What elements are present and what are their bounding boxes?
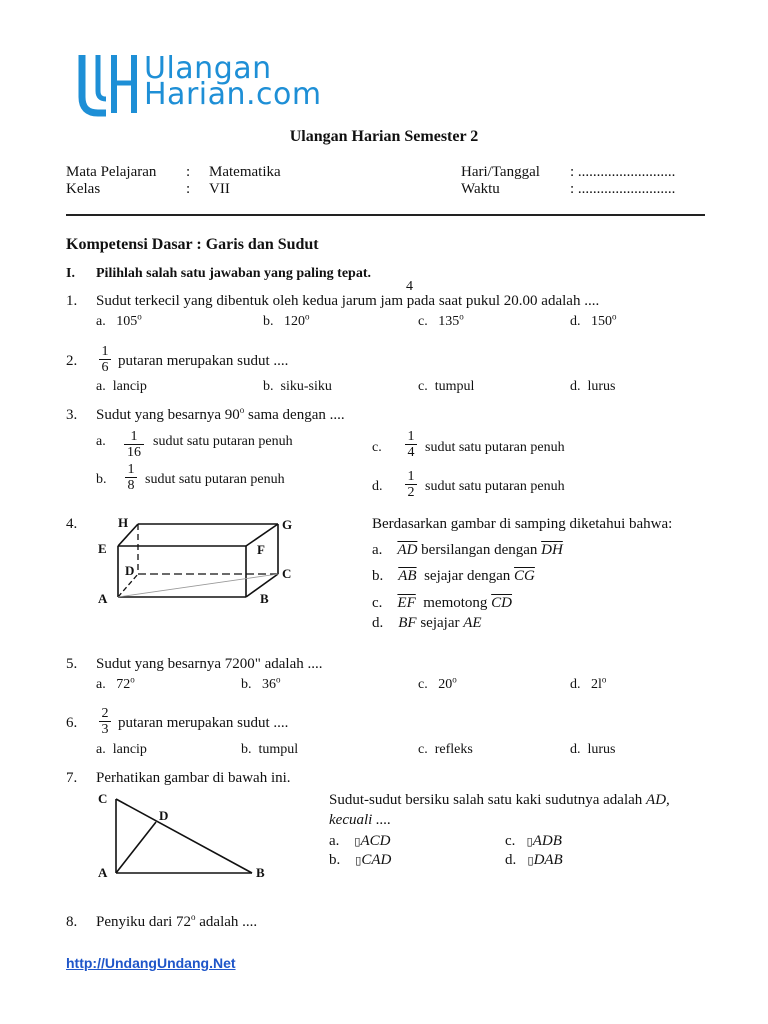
vertex-f: F — [257, 542, 265, 557]
q5-option-d: d. $2l^o$ — [570, 674, 607, 692]
day-label: Hari/Tanggal — [461, 164, 540, 180]
vertex-b: B — [260, 591, 269, 606]
q1-text: Sudut terkecil yang dibentuk oleh kedua jarum jam pada saat pukul 20.00 adalah .... — [96, 293, 600, 309]
q1-option-c: c. 135$^o$ — [418, 311, 464, 329]
header-divider — [66, 214, 705, 216]
subject-value: Matematika — [209, 164, 281, 180]
q4-option-b: b. $\overline{AB}$ sejajar dengan $\overline{CG}$ — [372, 568, 535, 584]
q6-option-d: d. lurus — [570, 742, 616, 757]
q5-option-c: c. 20$^o$ — [418, 674, 457, 692]
section-number: I. — [66, 266, 75, 281]
q1-number: 1. — [66, 293, 78, 309]
q4-option-a: a. $\overline{AD}$ bersilangan dengan $\overline{DH}$ — [372, 542, 563, 558]
q3-option-c-fraction: $\frac{1}{4}$ — [405, 430, 417, 460]
q5-option-b: b. 36$^o$ — [241, 674, 281, 692]
tri-vertex-b: B — [256, 865, 265, 880]
q7-text: Perhatikan gambar di bawah ini. — [96, 770, 291, 786]
q2-number: 2. — [66, 353, 78, 369]
q7-option-a: a. ▯ACD — [329, 833, 391, 849]
ulangan-harian-logo — [78, 51, 144, 119]
q2-text: putaran merupakan sudut .... — [118, 353, 289, 369]
time-value: : .......................... — [570, 181, 676, 197]
q3-number: 3. — [66, 407, 78, 423]
q8-number: 8. — [66, 914, 78, 930]
subject-label: Mata Pelajaran — [66, 164, 157, 180]
vertex-h: H — [118, 515, 129, 530]
q3-option-a-label: a. — [96, 434, 106, 449]
q6-option-c: c. refleks — [418, 742, 473, 757]
class-value: VII — [209, 181, 230, 197]
day-value: : .......................... — [570, 164, 676, 180]
q3-option-d-fraction: $\frac{1}{2}$ — [405, 470, 417, 500]
q1-option-d: d. 150$^o$ — [570, 311, 617, 329]
q7-option-b: b. ▯CAD — [329, 852, 392, 868]
q2-option-c: c. tumpul — [418, 379, 475, 394]
q1-option-a: a. 105$^o$ — [96, 311, 142, 329]
q3-option-d-text: sudut satu putaran penuh — [425, 479, 565, 494]
subject-colon: : — [186, 164, 191, 180]
q1-option-b: b. 120$^o$ — [263, 311, 310, 329]
q2-fraction: $\frac{1}{6}$ — [99, 345, 111, 375]
q6-fraction: $\frac{2}{3}$ — [99, 707, 111, 737]
q3-option-c-label: c. — [372, 440, 382, 455]
tri-vertex-c: C — [98, 791, 108, 806]
vertex-a: A — [98, 591, 108, 606]
tri-vertex-d: D — [159, 808, 169, 823]
q2-option-a: a. lancip — [96, 379, 147, 394]
time-label: Waktu — [461, 181, 500, 197]
q3-option-c-text: sudut satu putaran penuh — [425, 440, 565, 455]
vertex-c: C — [282, 566, 292, 581]
q5-text: Sudut yang besarnya 7200" adalah .... — [96, 656, 323, 672]
class-label: Kelas — [66, 181, 101, 197]
q3-text: Sudut yang besarnya 90$^o$ sama dengan .... — [96, 405, 345, 423]
q6-option-b: b. tumpul — [241, 742, 299, 757]
vertex-g: G — [282, 517, 293, 532]
q4-option-c: c. $\overline{EF}$ memotong $\overline{CD}$ — [372, 595, 513, 611]
vertex-d: D — [125, 563, 135, 578]
q8-text: Penyiku dari 72$^o$ adalah .... — [96, 912, 258, 930]
footer-link[interactable]: http://UndangUndang.Net — [66, 955, 236, 971]
triangle-figure — [92, 788, 277, 886]
q2-option-d: d. lurus — [570, 379, 616, 394]
section-instruction: Pilihlah salah satu jawaban yang paling tepat. — [96, 266, 372, 281]
q4-number: 4. — [66, 516, 78, 532]
stray-digit: 4 — [406, 279, 413, 294]
q7-kecuali: kecuali .... — [329, 812, 392, 828]
q3-option-d-label: d. — [372, 479, 383, 494]
q7-description: Sudut-sudut bersiku salah satu kaki sudutnya adalah AD, — [329, 792, 670, 808]
q6-text: putaran merupakan sudut .... — [118, 715, 289, 731]
q5-number: 5. — [66, 656, 78, 672]
q3-option-b-fraction: $\frac{1}{8}$ — [125, 463, 137, 493]
q3-option-a-text: sudut satu putaran penuh — [153, 434, 293, 449]
cuboid-figure — [92, 512, 302, 612]
q7-option-d: d. ▯DAB — [505, 852, 563, 868]
tri-vertex-a: A — [98, 865, 108, 880]
competency-heading: Kompetensi Dasar : Garis dan Sudut — [66, 236, 319, 253]
logo-line-1: Ulangan — [144, 51, 272, 86]
q3-option-a-fraction: $\frac{1}{16}$ — [124, 430, 144, 460]
q7-option-c: c. ▯ADB — [505, 833, 562, 849]
vertex-e: E — [98, 541, 107, 556]
q4-option-d: d. BF sejajar AE — [372, 615, 482, 631]
q5-option-a: a. 72$^o$ — [96, 674, 135, 692]
class-colon: : — [186, 181, 191, 197]
q6-number: 6. — [66, 715, 78, 731]
q3-option-b-text: sudut satu putaran penuh — [145, 472, 285, 487]
q3-option-b-label: b. — [96, 472, 107, 487]
logo-line-2: Harian.com — [144, 77, 322, 112]
page-title: Ulangan Harian Semester 2 — [289, 128, 479, 145]
q6-option-a: a. lancip — [96, 742, 147, 757]
q2-option-b: b. siku-siku — [263, 379, 332, 394]
q4-intro: Berdasarkan gambar di samping diketahui bahwa: — [372, 516, 673, 532]
q7-number: 7. — [66, 770, 78, 786]
